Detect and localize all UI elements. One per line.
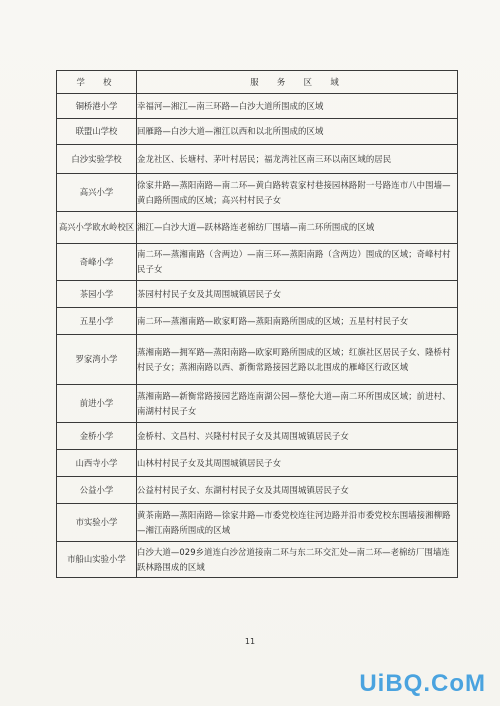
school-name: 金桥小学 bbox=[57, 423, 137, 450]
service-area: 湘江—白沙大道—跃林路连老棉纺厂围墙—南二环所围成的区域 bbox=[137, 212, 458, 244]
service-area: 徐家井路—蒸阳南路—南二环—黄白路转袁家村巷接园林路附一号路连市八中围墙—黄白路所围成的区域；高兴村村民子女 bbox=[137, 174, 458, 212]
service-area: 金桥村、文昌村、兴隆村村民子女及其周围城镇居民子女 bbox=[137, 423, 458, 450]
table-row bbox=[57, 477, 458, 504]
service-area: 山林村村民子女及其周围城镇居民子女 bbox=[137, 450, 458, 477]
table-row bbox=[57, 281, 458, 308]
service-area: 公益村村民子女、东湖村村民子女及其周围城镇居民子女 bbox=[137, 477, 458, 504]
school-name: 罗家湾小学 bbox=[57, 335, 137, 385]
table-row bbox=[57, 542, 458, 578]
table-row bbox=[57, 174, 458, 212]
service-area: 金龙社区、长塘村、茅叶村居民；福龙湾社区南三环以南区域的居民 bbox=[137, 145, 458, 174]
school-name: 高兴小学 bbox=[57, 174, 137, 212]
school-name: 联盟山学校 bbox=[57, 119, 137, 145]
school-name: 公益小学 bbox=[57, 477, 137, 504]
table-row bbox=[57, 244, 458, 281]
school-zone-table bbox=[56, 70, 458, 578]
table-row bbox=[57, 335, 458, 385]
service-area: 蒸湘南路—拥军路—蒸阳南路—欧家町路所围成的区域；红旗社区居民子女、隆桥村村民子女；蒸湘南路以西、新衡常路接园艺路以北围成的雁峰区行政区域 bbox=[137, 335, 458, 385]
service-area: 幸福河—湘江—南三环路—白沙大道所围成的区域 bbox=[137, 94, 458, 119]
page-number: 11 bbox=[244, 637, 256, 646]
watermark-logo: UiBQ.CoM bbox=[359, 670, 486, 697]
table-row bbox=[57, 504, 458, 542]
table-row bbox=[57, 450, 458, 477]
school-name: 市实验小学 bbox=[57, 504, 137, 542]
table-row bbox=[57, 119, 458, 145]
table-row bbox=[57, 145, 458, 174]
school-name: 茶园小学 bbox=[57, 281, 137, 308]
school-name: 五星小学 bbox=[57, 308, 137, 335]
table-row bbox=[57, 385, 458, 423]
service-area: 南二环—蒸湘南路—欧家町路—蒸阳南路所围成的区域；五星村村民子女 bbox=[137, 308, 458, 335]
school-name: 白沙实验学校 bbox=[57, 145, 137, 174]
service-area: 白沙大道—029乡道连白沙岔道接南二环与东二环交汇处—南二环—老棉纺厂围墙连跃林路围成的区域 bbox=[137, 542, 458, 578]
header-school: 学 校 bbox=[57, 71, 137, 94]
service-area: 黄茶南路—蒸阳南路—徐家井路—市委党校连往河边路并沿市委党校东围墙接湘柳路—湘江南路所围成的区域 bbox=[137, 504, 458, 542]
service-area: 蒸湘南路—新衡常路接园艺路连南湖公园—蔡伦大道—南二环所围成区域；前进村、南湖村村民子女 bbox=[137, 385, 458, 423]
school-name: 奇峰小学 bbox=[57, 244, 137, 281]
school-name: 山西寺小学 bbox=[57, 450, 137, 477]
service-area: 茶园村村民子女及其周围城镇居民子女 bbox=[137, 281, 458, 308]
table-row bbox=[57, 308, 458, 335]
header-service-area: 服 务 区 域 bbox=[137, 71, 458, 94]
service-area: 南二环—蒸湘南路（含两边）—南三环—蒸阳南路（含两边）围成的区域；奇峰村村民子女 bbox=[137, 244, 458, 281]
school-name: 市船山实验小学 bbox=[57, 542, 137, 578]
table-row bbox=[57, 423, 458, 450]
service-area: 回雁路—白沙大道—湘江以西和以北所围成的区域 bbox=[137, 119, 458, 145]
table-header-row bbox=[57, 71, 458, 94]
school-name: 铜桥港小学 bbox=[57, 94, 137, 119]
table-row bbox=[57, 94, 458, 119]
table-row bbox=[57, 212, 458, 244]
school-name: 高兴小学欧水岭校区 bbox=[57, 212, 137, 244]
school-name: 前进小学 bbox=[57, 385, 137, 423]
